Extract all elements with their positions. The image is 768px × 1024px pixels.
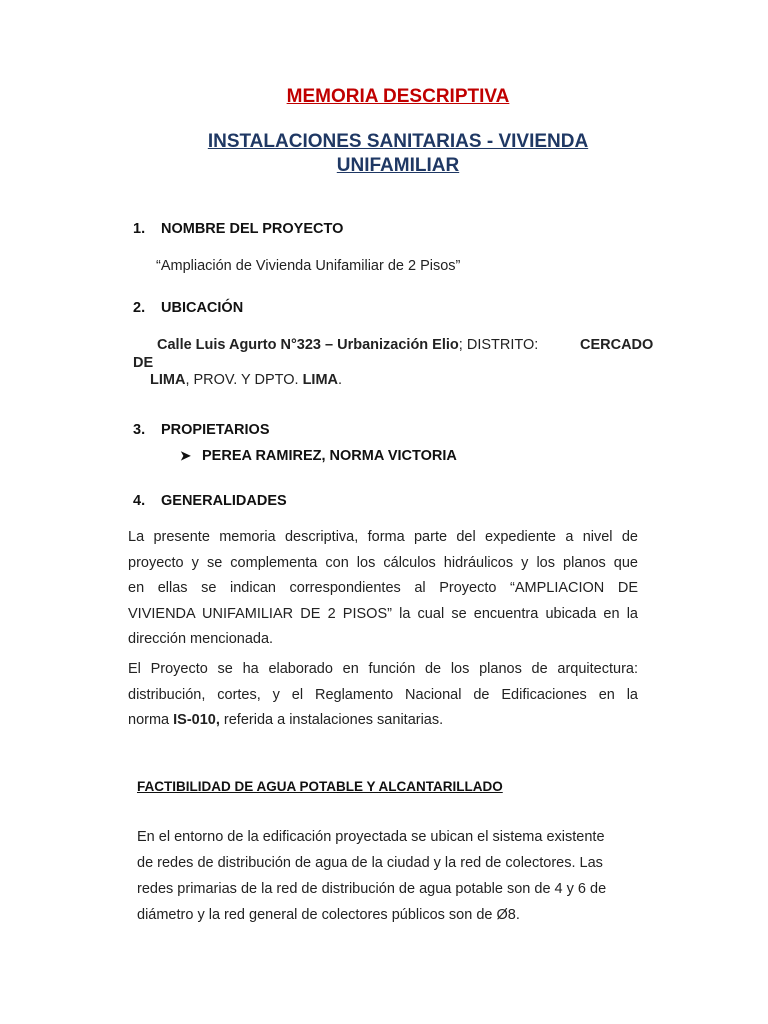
location-end: . [338,372,343,388]
paragraph-line: proyecto y se complementa con los cálculos hidráulicos y los planos que [128,554,638,571]
document-subtitle-line2: UNIFAMILIAR [336,155,460,176]
district-value-cont [133,355,153,371]
section-4-number: 4. [133,493,146,509]
section-2-heading [133,300,243,316]
owner-item [180,448,457,464]
norma-description: referida a instalaciones sanitarias. [219,712,444,728]
paragraph-line: de redes de distribución de agua de la ciudad y la red de colectores. Las [137,855,603,871]
prov-label: , PROV. Y DPTO. [185,372,299,388]
norma-label: norma [128,712,174,728]
section-1-heading [133,221,343,237]
paragraph-line: La presente memoria descriptiva, forma parte del expediente a nivel de [128,529,638,545]
paragraph-line [128,708,638,734]
paragraph-line: El Proyecto se ha elaborado en función de los planos de arquitectura: [128,661,638,677]
project-name: “Ampliación de Vivienda Unifamiliar de 2 Pisos” [156,258,461,274]
paragraph-line: diámetro y la red general de colectores públicos son de Ø8. [137,907,520,923]
paragraph-line: redes primarias de la red de distribución de agua potable son de 4 y 6 de [137,881,607,897]
district-value-wrap [580,337,653,353]
paragraph-line: dirección mencionada. [128,631,274,647]
location-separator: ; [458,337,463,353]
section-1-number: 1. [133,221,146,237]
district-value: CERCADO [580,337,654,353]
paragraph-line: distribución, cortes, y el Reglamento Nacional de Edificaciones en la [128,686,638,703]
section-2-title: UBICACIÓN [161,300,244,316]
district-label: DISTRITO: [466,337,539,353]
paragraph-line: VIVIENDA UNIFAMILIAR DE 2 PISOS” la cual se encuentra ubicada en la [128,605,638,622]
district-value-de: DE [133,355,154,371]
paragraph-line: En el entorno de la edificación proyectada se ubican el sistema existente [137,829,605,845]
location-line2 [150,372,342,388]
lima-value-2: LIMA [302,372,339,388]
section-3-heading [133,422,270,438]
document-title: MEMORIA DESCRIPTIVA [286,86,510,107]
arrow-bullet-icon: ➤ [180,448,191,463]
section-4-title: GENERALIDADES [161,493,287,509]
section-3-number: 3. [133,422,146,438]
document-subtitle-line1: INSTALACIONES SANITARIAS - VIVIENDA [207,131,589,152]
lima-value-1: LIMA [150,372,186,388]
factibilidad-heading: FACTIBILIDAD DE AGUA POTABLE Y ALCANTARILLADO [137,779,503,794]
location-line1 [157,337,538,353]
section-3-title: PROPIETARIOS [161,422,270,438]
paragraph-line: en ellas se indican correspondientes al Proyecto “AMPLIACION DE [128,580,638,596]
norma-code: IS-010, [173,712,220,728]
owner-name: PEREA RAMIREZ, NORMA VICTORIA [202,448,457,464]
factibilidad-paragraph [137,824,638,928]
generalidades-paragraph-2 [128,657,638,734]
location-address: Calle Luis Agurto N°323 – Urbanización Elio [157,337,459,353]
section-2-number: 2. [133,300,146,316]
generalidades-paragraph-1 [128,525,638,653]
section-4-heading [133,493,287,509]
section-1-title: NOMBRE DEL PROYECTO [161,221,344,237]
